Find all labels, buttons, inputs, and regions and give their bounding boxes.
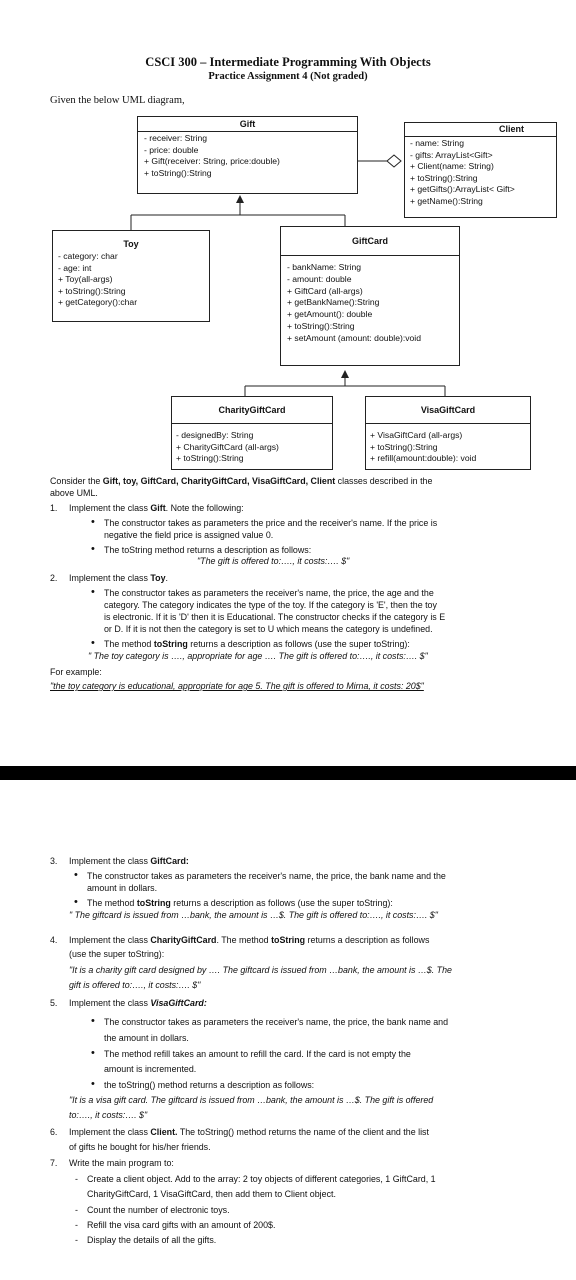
- page-divider: [0, 766, 576, 780]
- method: + toString():String: [410, 172, 478, 183]
- intro-text: Given the below UML diagram,: [50, 95, 185, 106]
- section-number: 3.: [50, 856, 58, 866]
- section-2-heading: Implement the class Toy.: [69, 573, 168, 583]
- bullet-item: • The method refill takes an amount to refill the card. If the card is not empty the: [104, 1049, 411, 1061]
- bullet-continuation: category. The category indicates the type of the toy. If the category is 'E', then the toy: [104, 600, 437, 610]
- field: - category: char: [58, 251, 118, 261]
- section-number: 1.: [50, 503, 58, 513]
- section-1-heading: Implement the class Gift. Note the following:: [69, 503, 244, 513]
- quote-text: gift is offered to:…., it costs:…. $": [69, 980, 201, 990]
- quote-text: "It is a charity gift card designed by …. The giftcard is issued from …bank, the amount is …$. The: [69, 965, 452, 975]
- method: + getGifts():ArrayList< Gift>: [410, 184, 515, 194]
- method: + toString():String: [370, 441, 438, 452]
- section-number: 7.: [50, 1158, 58, 1168]
- section-4-continuation: (use the super toString):: [69, 949, 165, 959]
- method: + VisaGiftCard (all-args): [370, 430, 463, 440]
- quote-text: "It is a visa gift card. The giftcard is issued from …bank, the amount is …$. The gift is offered: [69, 1095, 434, 1105]
- bullet-item: • The constructor takes as parameters the receiver's name, the price, the age and the: [104, 588, 434, 600]
- class-members: [281, 256, 459, 347]
- quote-text: " The giftcard is issued from …bank, the amount is …$. The gift is offered to:…., it costs:…. $": [69, 910, 438, 920]
- uml-class-giftcard: [280, 226, 460, 366]
- field: - price: double: [144, 144, 199, 155]
- method: + Toy(all-args): [58, 274, 113, 284]
- assignment-subtitle: Practice Assignment 4 (Not graded): [208, 71, 368, 82]
- bullet-item: • The constructor takes as parameters the price and the receiver's name. If the price is: [104, 518, 437, 530]
- bullet-continuation: amount in dollars.: [87, 883, 158, 893]
- bullet-continuation: is electronic. If it is 'D' then it is Educational. The constructor checks if the category is E: [104, 612, 446, 622]
- method: + setAmount (amount: double):void: [287, 332, 421, 343]
- method: + Gift(receiver: String, price:double): [144, 156, 280, 166]
- dash-item: - Refill the visa card gifts with an amount of 200$.: [87, 1220, 275, 1232]
- method: + getAmount(): double: [287, 309, 373, 320]
- bullet-item: • The constructor takes as parameters the receiver's name, the price, the bank name and: [104, 1017, 448, 1029]
- method: + toString():String: [144, 167, 212, 178]
- dash-item: - Create a client object. Add to the array: 2 toy objects of different categories, 1 GiftCard, 1: [87, 1174, 436, 1186]
- bullet-item: • the toString() method returns a description as follows:: [104, 1080, 314, 1092]
- uml-class-toy: [52, 230, 210, 322]
- class-title: Gift: [138, 117, 357, 132]
- bullet-item: • The toString method returns a description as follows:: [104, 545, 311, 557]
- class-title: Toy: [123, 239, 139, 249]
- section-5-heading: Implement the class VisaGiftCard:: [69, 998, 207, 1008]
- bullet-item: • The method toString returns a description as follows (use the super toString):: [87, 898, 393, 910]
- example-label: For example:: [50, 667, 102, 677]
- class-members: [53, 251, 209, 311]
- uml-class-client: [404, 122, 557, 218]
- bullet-continuation: the amount in dollars.: [104, 1033, 189, 1043]
- method: + refill(amount:double): void: [370, 453, 477, 463]
- section-number: 6.: [50, 1127, 58, 1137]
- field: - gifts: ArrayList<Gift>: [410, 149, 493, 160]
- method: + getCategory():char: [58, 297, 138, 307]
- bullet-continuation: negative the field price is assigned value 0.: [104, 530, 274, 540]
- consider-line-2: above UML.: [50, 488, 98, 498]
- uml-class-gift: [137, 116, 358, 194]
- class-members: [172, 424, 332, 467]
- section-number: 2.: [50, 573, 58, 583]
- section-6-continuation: of gifts he bought for his/her friends.: [69, 1142, 211, 1152]
- section-number: 4.: [50, 935, 58, 945]
- class-fields: [138, 132, 357, 181]
- section-6-heading: Implement the class Client. The toString() method returns the name of the client and the list: [69, 1127, 429, 1137]
- section-7-heading: Write the main program to:: [69, 1158, 174, 1168]
- section-4-heading: Implement the class CharityGiftCard. The method toString returns a description as follows: [69, 935, 430, 945]
- dash-item: - Count the number of electronic toys.: [87, 1205, 230, 1217]
- class-members: [366, 424, 530, 467]
- method: + getName():String: [410, 195, 483, 206]
- field: - bankName: String: [287, 262, 362, 272]
- uml-class-visagiftcard: [365, 396, 531, 470]
- section-3-heading: Implement the class GiftCard:: [69, 856, 189, 866]
- method: + getBankName():String: [287, 297, 380, 308]
- method: + CharityGiftCard (all-args): [176, 441, 279, 452]
- dash-item: - Display the details of all the gifts.: [87, 1235, 216, 1247]
- dash-continuation: CharityGiftCard, 1 VisaGiftCard, then add them to Client object.: [87, 1189, 336, 1199]
- bullet-continuation: or D. If it is not then the category is set to U which means the category is undefined.: [104, 624, 433, 634]
- method: + toString():String: [287, 320, 355, 331]
- class-title: VisaGiftCard: [366, 397, 530, 424]
- method: + Client(name: String): [410, 161, 494, 171]
- class-members: [405, 137, 556, 209]
- method: + toString():String: [58, 285, 126, 296]
- bullet-continuation: amount is incremented.: [104, 1064, 197, 1074]
- method: + GiftCard (all-args): [287, 285, 363, 296]
- quote-text: to:…., it costs:…. $": [69, 1110, 148, 1120]
- field: - name: String: [410, 138, 464, 148]
- uml-class-charitygiftcard: [171, 396, 333, 470]
- bullet-item: • The method toString returns a description as follows (use the super toString):: [104, 639, 410, 651]
- course-title: CSCI 300 – Intermediate Programming With Objects: [145, 55, 431, 69]
- field: - age: int: [58, 262, 92, 273]
- class-title: CharityGiftCard: [172, 397, 332, 424]
- class-title: Client: [405, 123, 556, 137]
- field: - designedBy: String: [176, 430, 254, 440]
- method: + toString():String: [176, 453, 244, 463]
- bullet-item: • The constructor takes as parameters the receiver's name, the price, the bank name and the: [87, 871, 446, 883]
- quote-text: "The gift is offered to:…., it costs:…. $": [197, 556, 350, 566]
- class-title: GiftCard: [281, 227, 459, 256]
- section-number: 5.: [50, 998, 58, 1008]
- field: - amount: double: [287, 273, 352, 284]
- consider-line-1: Consider the Gift, toy, GiftCard, CharityGiftCard, VisaGiftCard, Client classes described in the: [50, 476, 433, 486]
- quote-text: " The toy category is …., appropriate for age …. The gift is offered to:…., it costs:…. $": [88, 651, 428, 661]
- field: - receiver: String: [144, 133, 208, 143]
- example-text: "the toy category is educational, appropriate for age 5. The gift is offered to Mirna, it costs: 20$": [50, 681, 424, 691]
